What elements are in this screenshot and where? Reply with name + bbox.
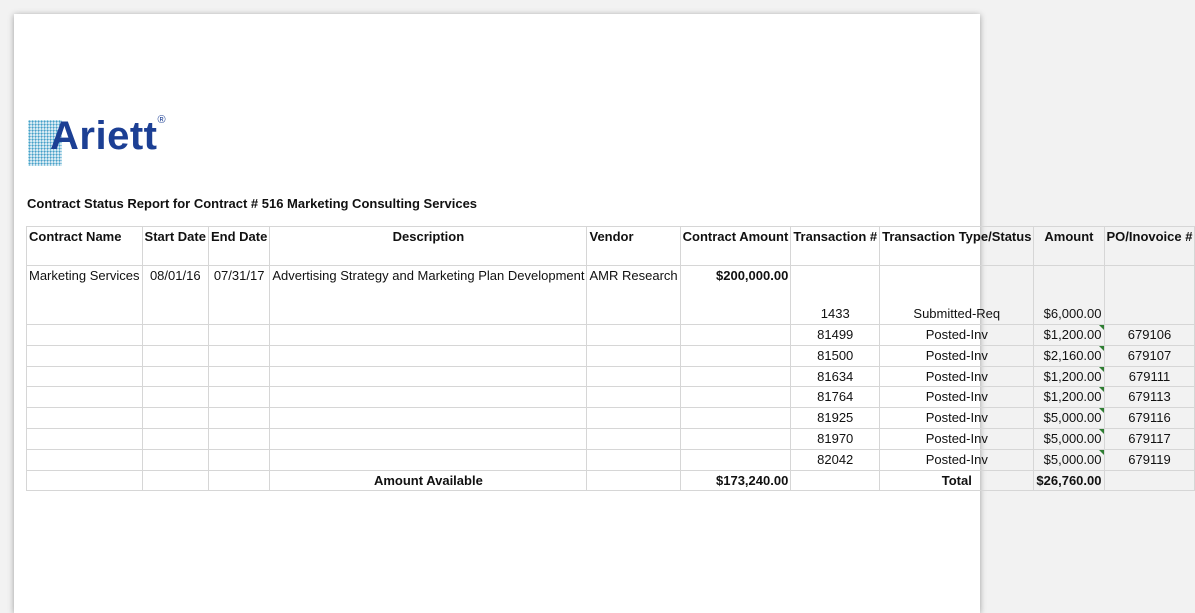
total-value: $26,760.00 (1034, 470, 1104, 491)
start-date-cell: 08/01/16 (142, 266, 208, 325)
transaction-status-cell: Posted-Inv (880, 366, 1034, 387)
po-invoice-cell: 679116 (1104, 408, 1195, 429)
transaction-status-cell: Submitted-Req (880, 266, 1034, 325)
transaction-status-cell: Posted-Inv (880, 387, 1034, 408)
col-header-vendor: Vendor (587, 227, 680, 266)
table-row (27, 449, 1195, 470)
table-row (27, 325, 1195, 346)
po-invoice-cell: 679113 (1104, 387, 1195, 408)
report-title: Contract Status Report for Contract # 516 Marketing Consulting Services (27, 196, 478, 211)
transaction-num-cell: 81500 (791, 345, 880, 366)
col-header-po-invoice: PO/Inovoice # (1104, 227, 1195, 266)
transaction-num-cell: 1433 (791, 266, 880, 325)
col-header-description: Description (270, 227, 587, 266)
amount-available-label: Amount Available (270, 470, 587, 491)
po-invoice-cell: 679107 (1104, 345, 1195, 366)
transaction-status-cell: Posted-Inv (880, 345, 1034, 366)
col-header-amount: Amount (1034, 227, 1104, 266)
transaction-amount-cell: $5,000.00 (1034, 428, 1104, 449)
totals-row (27, 470, 1195, 491)
col-header-transaction-type: Transaction Type/Status (880, 227, 1034, 266)
transaction-amount-cell: $1,200.00 (1034, 366, 1104, 387)
ariett-logo (28, 114, 208, 174)
transaction-num-cell: 81499 (791, 325, 880, 346)
transaction-status-cell: Posted-Inv (880, 325, 1034, 346)
transaction-num-cell: 81925 (791, 408, 880, 429)
table-row (27, 408, 1195, 429)
vendor-cell: AMR Research (587, 266, 680, 325)
po-invoice-cell: 679106 (1104, 325, 1195, 346)
table-row (27, 428, 1195, 449)
table-row (27, 387, 1195, 408)
total-label: Total (880, 470, 1034, 491)
contract-name-cell: Marketing Services (27, 266, 143, 325)
logo-wordmark: Ariett® (50, 114, 167, 158)
description-cell: Advertising Strategy and Marketing Plan Development (270, 266, 587, 325)
contract-status-table (26, 226, 1195, 491)
transaction-amount-cell: $2,160.00 (1034, 345, 1104, 366)
transaction-status-cell: Posted-Inv (880, 428, 1034, 449)
transaction-amount-cell: $1,200.00 (1034, 387, 1104, 408)
table-row (27, 345, 1195, 366)
transaction-status-cell: Posted-Inv (880, 449, 1034, 470)
end-date-cell: 07/31/17 (208, 266, 269, 325)
po-invoice-cell: 679119 (1104, 449, 1195, 470)
amount-available-value: $173,240.00 (680, 470, 791, 491)
contract-row (27, 266, 1195, 325)
transaction-num-cell: 81634 (791, 366, 880, 387)
transaction-amount-cell: $5,000.00 (1034, 408, 1104, 429)
transaction-num-cell: 81764 (791, 387, 880, 408)
table-row (27, 366, 1195, 387)
po-invoice-cell: 679111 (1104, 366, 1195, 387)
col-header-contract-name: Contract Name (27, 227, 143, 266)
col-header-end-date: End Date (208, 227, 269, 266)
po-invoice-cell (1104, 266, 1195, 325)
transaction-status-cell: Posted-Inv (880, 408, 1034, 429)
contract-amount-cell: $200,000.00 (680, 266, 791, 325)
header-row (27, 227, 1195, 266)
col-header-transaction-num: Transaction # (791, 227, 880, 266)
transaction-amount-cell: $5,000.00 (1034, 449, 1104, 470)
transaction-num-cell: 81970 (791, 428, 880, 449)
col-header-start-date: Start Date (142, 227, 208, 266)
transaction-num-cell: 82042 (791, 449, 880, 470)
report-sheet (14, 14, 1193, 613)
transaction-amount-cell: $6,000.00 (1034, 266, 1104, 325)
col-header-contract-amount: Contract Amount (680, 227, 791, 266)
po-invoice-cell: 679117 (1104, 428, 1195, 449)
transaction-amount-cell: $1,200.00 (1034, 325, 1104, 346)
